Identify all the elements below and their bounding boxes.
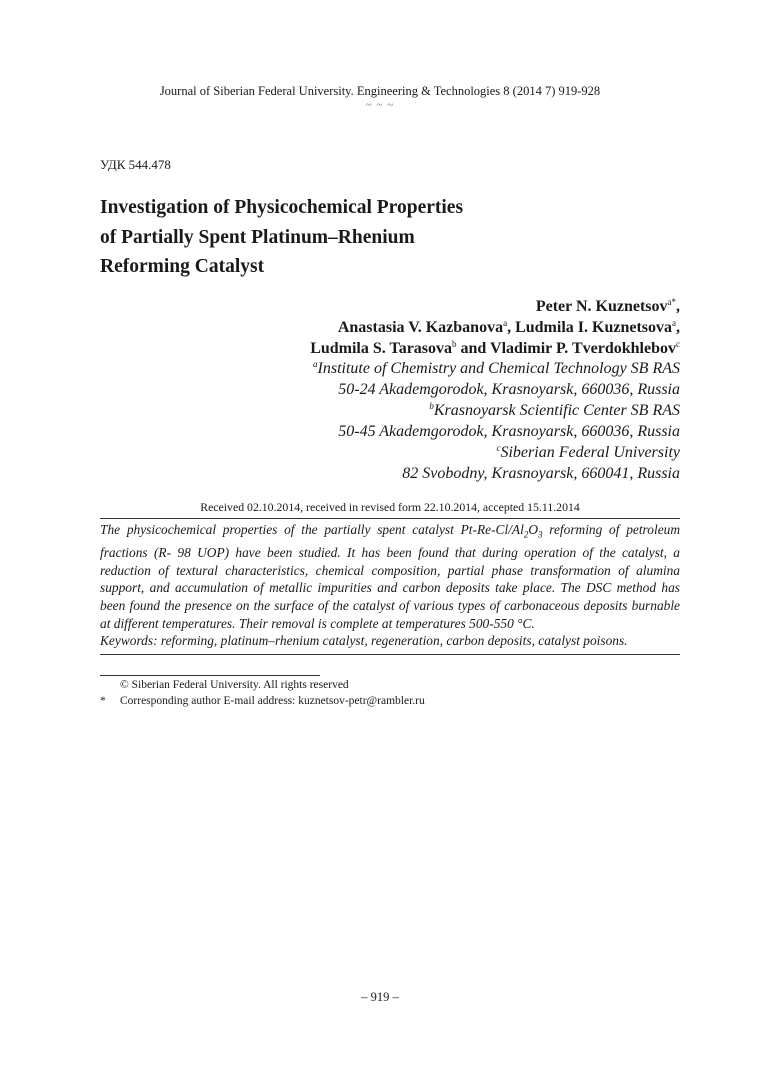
abstract-text: reforming of petroleum fractions (R- 98 UOP) have been studied. It has been found that during operation of the catalyst, a reduction of textural characteristics, chemical composition, partial phase transformation of alumina support, and accumulation of metallic impurities and carbon deposits take place. The DSC method has been found the presence on the surface of the catalyst of various types of carbonaceous deposits burnable at different temperatures. Their removal is complete at temperatures 500-550 °C. <box>100 522 680 631</box>
affil-text: Krasnoyarsk Scientific Center SB RAS <box>433 402 680 419</box>
author-sup: b <box>452 339 457 349</box>
author-name: Peter N. Kuznetsov <box>535 298 668 315</box>
abstract-bottom-rule <box>100 654 680 655</box>
author-name: Anastasia V. Kazbanova <box>337 319 504 336</box>
author-line-1 <box>310 296 680 317</box>
punct: , <box>507 319 516 336</box>
udk-code: УДК 544.478 <box>100 157 171 172</box>
affiliation-c-name <box>313 442 680 463</box>
affiliation-a-address: 50-24 Akademgorodok, Krasnoyarsk, 660036, Russia <box>338 381 680 398</box>
author-sup: a <box>672 318 676 328</box>
author-line-2 <box>310 317 680 338</box>
author-sup: c <box>676 339 680 349</box>
received-dates: Received 02.10.2014, received in revised form 22.10.2014, accepted 15.11.2014 <box>200 500 580 514</box>
author-sup: a <box>503 318 508 328</box>
copyright-footnote <box>100 677 349 693</box>
journal-header: Journal of Siberian Federal University. Engineering & Technologies 8 (2014 7) 919-928 <box>159 84 601 98</box>
copyright-text: © Siberian Federal University. All rights reserved <box>120 679 349 691</box>
affiliation-a-name <box>313 358 680 379</box>
affiliation-b-address: 50-45 Akademgorodok, Krasnoyarsk, 660036, Russia <box>338 423 680 440</box>
subscript: 2 <box>523 529 529 540</box>
affil-sup: a <box>313 359 318 369</box>
corresponding-text: Corresponding author E-mail address: kuznetsov-petr@rambler.ru <box>120 695 425 707</box>
title-line-2: of Partially Spent Platinum–Rhenium <box>100 226 415 248</box>
punct: , <box>676 298 680 315</box>
abstract-top-rule <box>100 518 680 519</box>
abstract-text: The physicochemical properties of the partially spent catalyst Pt-Re-Cl/Al <box>100 522 524 537</box>
footnote-rule <box>100 675 320 676</box>
footnote-mark: * <box>100 695 106 707</box>
author-name: Ludmila S. Tarasova <box>310 340 453 357</box>
title-line-1: Investigation of Physicochemical Properties <box>100 197 464 218</box>
punct: , <box>676 319 680 336</box>
keywords: Keywords: reforming, platinum–rhenium catalyst, regeneration, carbon deposits, catalyst poisons. <box>100 633 628 648</box>
author-sup: a* <box>667 297 676 307</box>
author-list <box>310 296 680 359</box>
affil-text: Siberian Federal University <box>500 444 680 461</box>
abstract <box>100 521 680 632</box>
abstract-text: O <box>528 522 538 537</box>
author-name: Vladimir P. Tverdokhlebov <box>490 340 676 357</box>
author-name: Ludmila I. Kuznetsova <box>515 319 672 336</box>
title-line-3: Reforming Catalyst <box>100 256 265 277</box>
header-ornament: ~ ~ ~ <box>365 99 395 111</box>
paper-title <box>100 193 463 282</box>
affiliation-c-address: 82 Svobodny, Krasnoyarsk, 660041, Russia <box>402 465 680 482</box>
affiliations <box>313 358 680 484</box>
affil-text: Institute of Chemistry and Chemical Technology SB RAS <box>317 360 680 377</box>
corresponding-footnote <box>100 693 425 709</box>
punct: and <box>456 340 491 357</box>
affiliation-b-name <box>313 400 680 421</box>
page-number: – 919 – <box>361 990 399 1004</box>
affil-sup: b <box>429 401 434 411</box>
author-line-3 <box>310 338 680 359</box>
affil-sup: c <box>496 443 501 453</box>
subscript: 3 <box>538 529 543 540</box>
